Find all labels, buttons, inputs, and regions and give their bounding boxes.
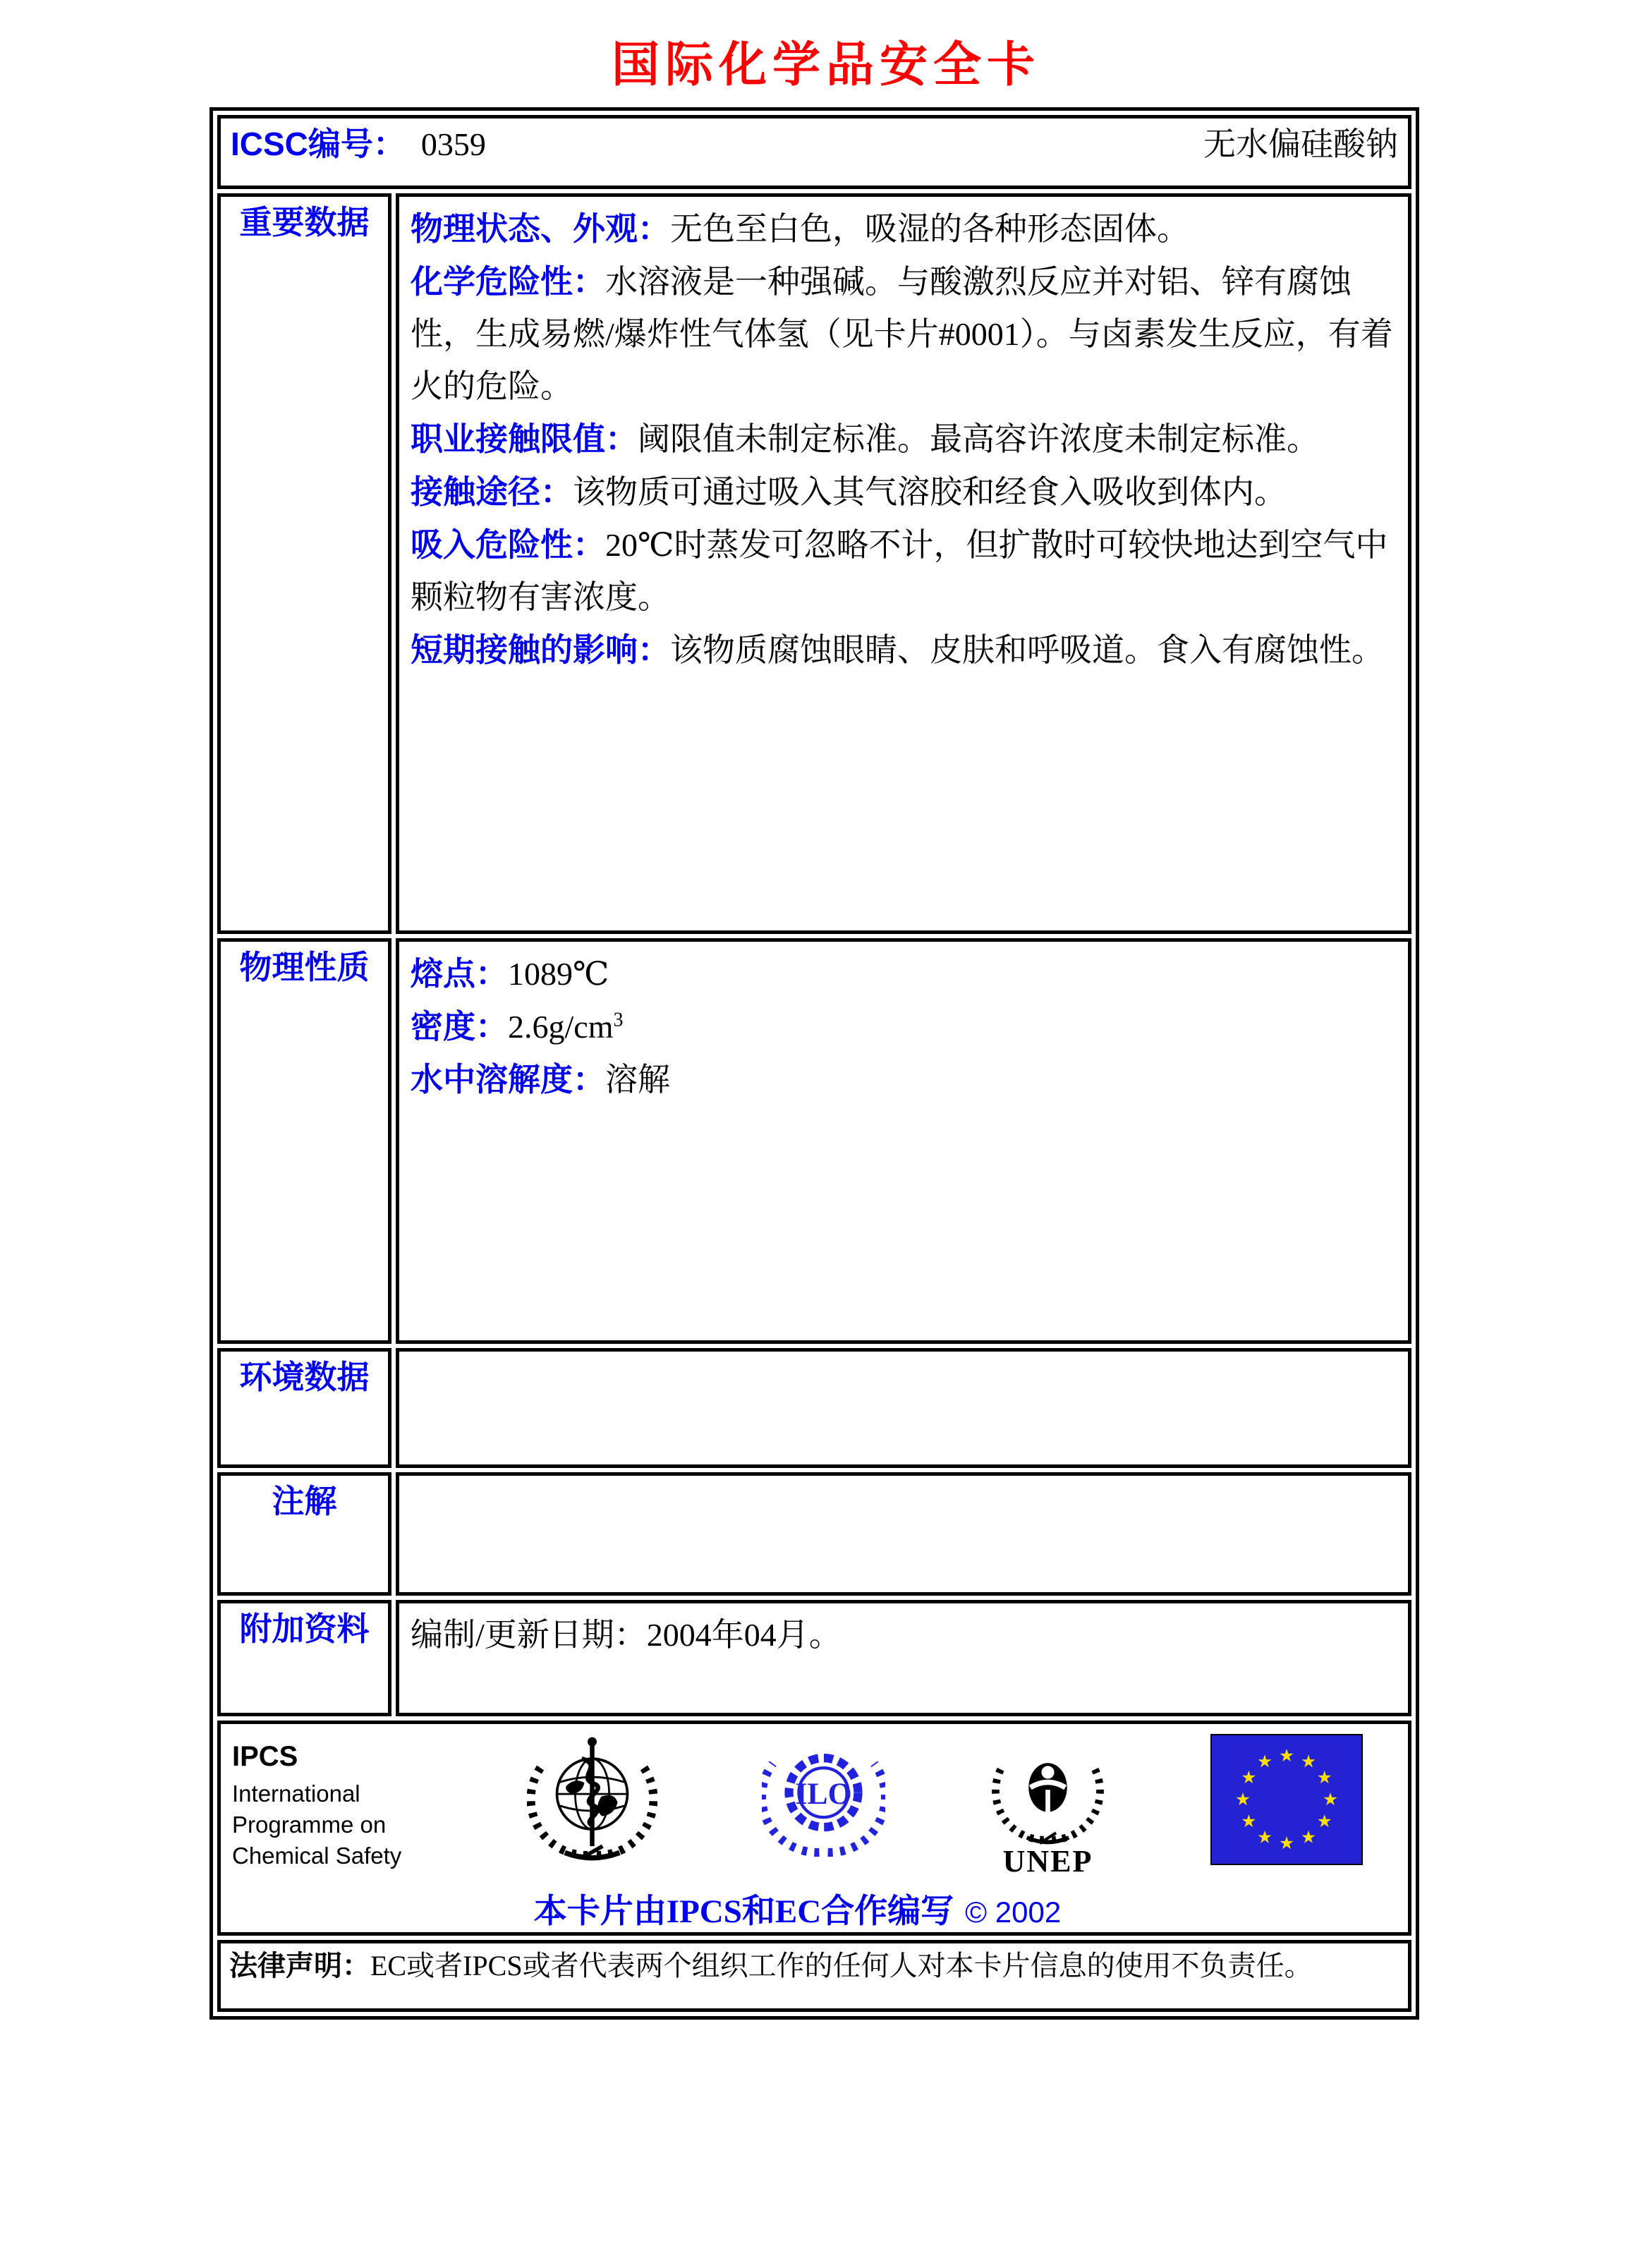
legal-row bbox=[217, 1940, 1411, 2012]
icsc-header-cell bbox=[217, 115, 1411, 189]
field-label: 化学危险性： bbox=[411, 263, 605, 300]
field-label: 密度： bbox=[411, 1008, 508, 1045]
property-melting-point bbox=[411, 947, 1397, 1000]
section-label-notes: 注解 bbox=[272, 1483, 337, 1519]
paragraph-short-term-effects bbox=[411, 624, 1397, 677]
ilo-letters: ILO bbox=[795, 1776, 852, 1811]
field-text: 该物质腐蚀眼睛、皮肤和呼吸道。食入有腐蚀性。 bbox=[670, 632, 1384, 668]
important-data-content bbox=[396, 193, 1411, 934]
cooperation-caption bbox=[232, 1885, 1363, 1932]
physical-properties-row bbox=[217, 938, 1411, 1344]
icsc-header-row bbox=[217, 115, 1411, 189]
field-label: 水中溶解度： bbox=[411, 1061, 605, 1098]
unep-label: UNEP bbox=[1002, 1844, 1093, 1879]
additional-info-label-cell bbox=[217, 1600, 391, 1716]
field-text: 该物质可通过吸入其气溶胶和经食入吸收到体内。 bbox=[573, 474, 1287, 510]
legal-text: EC或者IPCS或者代表两个组织工作的任何人对本卡片信息的使用不负责任。 bbox=[370, 1950, 1313, 1982]
logos-row bbox=[217, 1721, 1411, 1936]
field-value: 2.6g/cm bbox=[508, 1009, 614, 1045]
icsc-number-label: ICSC编号： bbox=[231, 126, 406, 162]
field-label: 吸入危险性： bbox=[411, 526, 605, 563]
legal-cell bbox=[217, 1940, 1411, 2012]
field-label: 物理状态、外观： bbox=[411, 210, 670, 247]
logos-cell bbox=[217, 1721, 1411, 1936]
field-label: 接触途径： bbox=[411, 473, 573, 510]
notes-row bbox=[217, 1472, 1411, 1596]
chemical-name: 无水偏硅酸钠 bbox=[1203, 126, 1398, 162]
field-value: 溶解 bbox=[605, 1062, 670, 1098]
paragraph-inhalation-risk bbox=[411, 518, 1397, 624]
section-label-important-data: 重要数据 bbox=[239, 204, 370, 241]
copyright-text: © 2002 bbox=[965, 1895, 1062, 1929]
environmental-data-label-cell bbox=[217, 1348, 391, 1468]
paragraph-exposure-route bbox=[411, 466, 1397, 518]
ilo-logo-icon bbox=[762, 1734, 885, 1857]
update-date-line: 编制/更新日期：2004年04月。 bbox=[411, 1617, 842, 1653]
who-logo-icon bbox=[527, 1734, 657, 1864]
legal-label: 法律声明： bbox=[229, 1950, 370, 1982]
field-label: 短期接触的影响： bbox=[411, 631, 670, 668]
field-text: 阈限值未制定标准。最高容许浓度未制定标准。 bbox=[638, 421, 1319, 457]
important-data-row bbox=[217, 193, 1411, 934]
notes-label-cell bbox=[217, 1472, 391, 1596]
additional-info-row bbox=[217, 1600, 1411, 1716]
field-value: 1089℃ bbox=[508, 956, 609, 992]
paragraph-exposure-limit bbox=[411, 413, 1397, 466]
page-title: 国际化学品安全卡 bbox=[611, 38, 1040, 92]
density-exponent: 3 bbox=[613, 1009, 624, 1031]
important-data-label-cell bbox=[217, 193, 391, 934]
property-density bbox=[411, 1000, 1397, 1053]
notes-content bbox=[396, 1472, 1411, 1596]
section-label-physical-properties: 物理性质 bbox=[239, 949, 370, 985]
ipcs-line-2: Programme on bbox=[232, 1812, 387, 1838]
environmental-data-row bbox=[217, 1348, 1411, 1468]
ipcs-line-1: International bbox=[232, 1780, 360, 1807]
physical-properties-label-cell bbox=[217, 938, 391, 1344]
field-text: 20℃时蒸发可忽略不计，但扩散时可较快地达到空气中颗粒物有害浓度。 bbox=[411, 527, 1388, 615]
ipcs-text-block bbox=[232, 1734, 423, 1871]
caption-text: 本卡片由IPCS和EC合作编写 bbox=[533, 1893, 954, 1930]
property-water-solubility bbox=[411, 1053, 1397, 1106]
icsc-number-value: 0359 bbox=[420, 126, 486, 162]
icsc-card-table bbox=[209, 107, 1419, 2020]
section-label-environmental-data: 环境数据 bbox=[239, 1359, 370, 1395]
unep-logo-icon bbox=[990, 1734, 1106, 1879]
ipcs-line-3: Chemical Safety bbox=[232, 1843, 402, 1869]
environmental-data-content bbox=[396, 1348, 1411, 1468]
paragraph-physical-state bbox=[411, 202, 1397, 255]
paragraph-chemical-danger bbox=[411, 255, 1397, 413]
field-text: 水溶液是一种强碱。与酸激烈反应并对铝、锌有腐蚀性，生成易燃/爆炸性气体氢（见卡片#0001）。与卤素发生反应，有着火的危险。 bbox=[411, 264, 1393, 404]
physical-properties-content bbox=[396, 938, 1411, 1344]
field-label: 熔点： bbox=[411, 955, 508, 992]
section-label-additional-info: 附加资料 bbox=[239, 1610, 370, 1647]
field-label: 职业接触限值： bbox=[411, 420, 638, 457]
additional-info-content bbox=[396, 1600, 1411, 1716]
eu-flag-icon bbox=[1210, 1734, 1363, 1865]
ipcs-title: IPCS bbox=[232, 1741, 298, 1772]
field-text: 无色至白色，吸湿的各种形态固体。 bbox=[670, 211, 1189, 247]
